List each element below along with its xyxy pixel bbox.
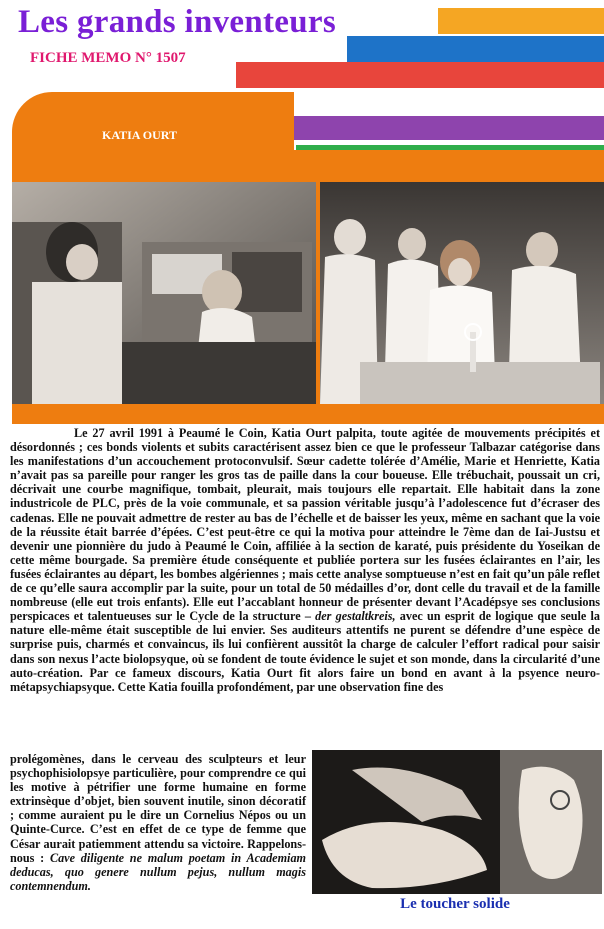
header-band-orange (438, 8, 604, 34)
paragraph-intro: Le 27 avril 1991 à Peaumé le Coin, Katia Ourt palpita, toute agitée de mouvements précipités et désordonnés ; ces bonds violents et subits caractérisent assez bien ce que le professeur Talbazar catégorise dans les manifestations d’un accouchement protoconvulsif. Sœur cadette tolérée d’Amélie, Marie et Henriette, Katia n’avait pas sa pareille pour ranger les gros tas de paille dans la cour boueuse. Elle trébuchait, poussait un cri, décrivait une courbe magnifique, tombait, pleurait, mais toujours elle repartait. Elle habitait dans la zone industricole de PLC, près de la voie communale, et sa passion véritable jusqu’à l’adolescence fut d’écraser des cadenas. Elle ne pouvait admettre de rester au bas de l’échelle et de baisser les yeux, même en sachant que la voie de la réussite était barrée d’épées. C’est peut-être ce qui la motiva pour atteindre le 7ème dan de Iai-Justsu et devenir une pionnière du judo à Peaumé le Coin, affiliée à la section de karaté, puis présidente du Yoseikan de cette même bourgade. Sa première étude conséquente et publiée portera sur les fusées éclairantes en l’air, les fusées éclairantes au départ, les bombes algériennes ; mais cette analyse somptueuse n’est en fait qu’un pâle reflet de ce qu’elle saura accomplir par la suite, pour un total de 50 médailles d’or, dont celle du travail et de la famille nombreuse (elle eut trois enfants). Elle eut l’accablant honneur de présenter devant l’Acadépsye ses conclusions perspicaces et talentueuses sur le Cycle de la structure – der gestaltkreis, avec un esprit de logique que seule la nature elle-même était susceptible de lui envier. Ses auditeurs attentifs ne purent se défendre d’une espèce de surprise puis, charmés et convaincus, ils lui confièrent aussitôt la charge de calculer l’effort radical pour saisir dans son nexus l’acte biolopsyque, où se fondent de toute évidence le sujet et son monde, dans la circularité d’une auto-création. Par ce fameux discours, Katia Ourt fit alors faire un bond en avant à la psyence neuro-métapsychiapsyque. Cette Katia fouilla profondément, par une observation fine des (10, 426, 601, 694)
article-body (10, 426, 600, 694)
page-title: Les grands inventeurs (18, 4, 336, 40)
memo-number: FICHE MEMO N° 1507 (30, 50, 186, 66)
photo-strip (12, 174, 604, 424)
header-band-blue (347, 36, 604, 62)
latin-quote: Cave diligente ne malum poetam in Academiam deducas, quo genere nullum pejus, nullum magis contemnendum. (10, 850, 307, 893)
lab-photo-left (12, 182, 316, 404)
lab-photo-right (320, 182, 604, 404)
header-band-red (236, 62, 604, 88)
article-body-continued (10, 752, 306, 893)
paragraph-sculptors: prolégomènes, dans le cerveau des sculpteurs et leur psychophisiolopsye particulière, pour comprendre ce qui les motive à pétrifier une forme humaine en forme extrinsèque d’objet, bien souvent inutile, sinon décoratif ; comme auraient pu le dire un Cornelius Népos ou un Quinte-Curce. C’est en effet de ce type de femme que César aurait patiemment attendu sa victoire. (10, 752, 306, 851)
photo-caption: Le toucher solide (400, 896, 510, 912)
header-band-purple (290, 116, 604, 140)
italic-term: der gestaltkreis, (315, 609, 396, 624)
header-bar-orange (12, 150, 604, 174)
rappel-label: Rappelons-nous : (10, 836, 306, 865)
hands-photo (312, 750, 602, 894)
author-name: KATIA OURT (102, 128, 178, 142)
